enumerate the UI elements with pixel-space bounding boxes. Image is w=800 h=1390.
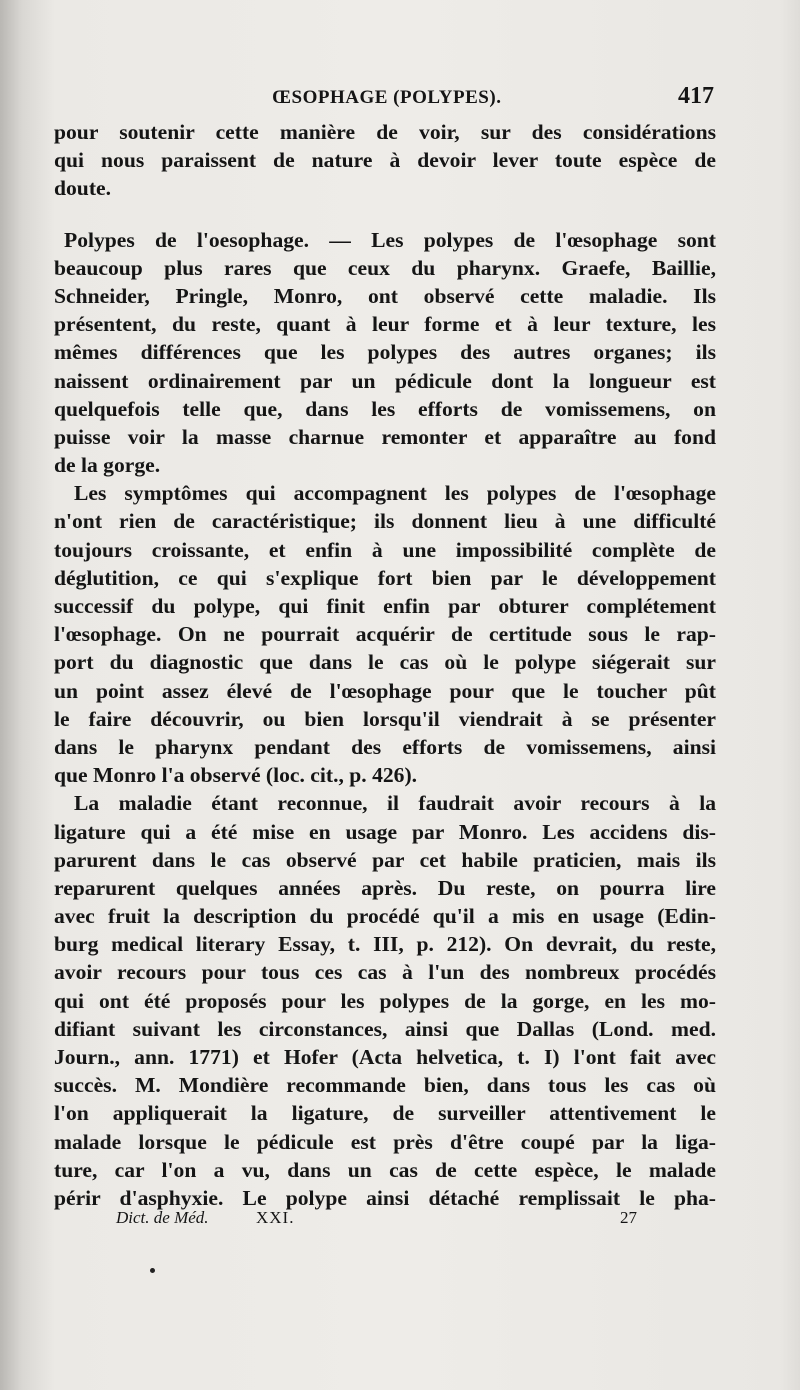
- text-line: beaucoup plus rares que ceux du pharynx. Graefe, Baillie,: [54, 255, 716, 280]
- text-line: qui ont été proposés pour les polypes de la gorge, en les mo-: [54, 988, 716, 1013]
- page-footer: [54, 1208, 716, 1234]
- text-line: mêmes différences que les polypes des autres organes; ils: [54, 340, 716, 365]
- section-heading-line: Polypes de l'oesophage. — Les polypes de l'œsophage sont: [64, 227, 716, 252]
- text-line: n'ont rien de caractéristique; ils donnent lieu à une difficulté: [54, 509, 716, 534]
- text-line: Schneider, Pringle, Monro, ont observé cette maladie. Ils: [54, 283, 716, 308]
- ink-speck: [150, 1268, 155, 1273]
- text-line: qui nous paraissent de nature à devoir lever toute espèce de: [54, 148, 716, 173]
- body-text: [54, 118, 716, 1212]
- text-line: périr d'asphyxie. Le polype ainsi détaché remplissait le pha-: [54, 1185, 716, 1210]
- volume-mark: XXI.: [256, 1208, 295, 1227]
- text-line: le faire découvrir, ou bien lorsqu'il viendrait à se présenter: [54, 706, 716, 731]
- text-line: reparurent quelques années après. Du reste, on pourra lire: [54, 875, 716, 900]
- text-line: succès. M. Mondière recommande bien, dans tous les cas où: [54, 1073, 716, 1098]
- text-line: de la gorge.: [54, 453, 161, 478]
- text-line: avec fruit la description du procédé qu'il a mis en usage (Edin-: [54, 904, 716, 929]
- text-line: ligature qui a été mise en usage par Monro. Les accidens dis-: [54, 819, 716, 844]
- sheet-number: 27: [620, 1208, 637, 1227]
- text-line: doute.: [54, 176, 111, 201]
- text-line: Les symptômes qui accompagnent les polypes de l'œsophage: [74, 481, 716, 506]
- text-line: puisse voir la masse charnue remonter et apparaître au fond: [54, 424, 716, 449]
- text-line: port du diagnostic que dans le cas où le polype siégerait sur: [54, 650, 716, 675]
- text-line: un point assez élevé de l'œsophage pour que le toucher pût: [54, 678, 716, 703]
- text-line: Journ., ann. 1771) et Hofer (Acta helvetica, t. I) l'ont fait avec: [54, 1045, 716, 1069]
- text-line: naissent ordinairement par un pédicule dont la longueur est: [54, 368, 716, 393]
- text-line: successif du polype, qui finit enfin par obturer complétement: [54, 594, 716, 618]
- page-number: 417: [678, 83, 714, 109]
- text-line: l'œsophage. On ne pourrait acquérir de certitude sous le rap-: [54, 622, 716, 647]
- text-line: l'on appliquerait la ligature, de surveiller attentivement le: [54, 1101, 716, 1126]
- text-line: avoir recours pour tous ces cas à l'un des nombreux procédés: [54, 960, 716, 985]
- text-line: difiant suivant les circonstances, ainsi que Dallas (Lond. med.: [54, 1016, 716, 1041]
- text-line: La maladie étant reconnue, il faudrait avoir recours à la: [74, 791, 716, 816]
- text-line: ture, car l'on a vu, dans un cas de cette espèce, le malade: [54, 1157, 716, 1182]
- text-line: pour soutenir cette manière de voir, sur des considérations: [54, 120, 716, 144]
- text-line: dans le pharynx pendant des efforts de vomissemens, ainsi: [54, 734, 716, 759]
- text-line: burg medical literary Essay, t. III, p. 212). On devrait, du reste,: [54, 932, 716, 957]
- text-line: quelquefois telle que, dans les efforts de vomissemens, on: [54, 396, 716, 421]
- text-line: déglutition, ce qui s'explique fort bien par le développement: [54, 565, 716, 590]
- signature-mark: Dict. de Méd.: [116, 1208, 209, 1227]
- text-line: présentent, du reste, quant à leur forme et à leur texture, les: [54, 312, 716, 337]
- text-line: que Monro l'a observé (loc. cit., p. 426).: [54, 763, 418, 788]
- running-title: ŒSOPHAGE (POLYPES).: [272, 87, 502, 108]
- text-line: malade lorsque le pédicule est près d'être coupé par la liga-: [54, 1129, 716, 1154]
- running-head: [54, 85, 714, 115]
- text-line: parurent dans le cas observé par cet habile praticien, mais ils: [54, 847, 716, 872]
- text-line: toujours croissante, et enfin à une impossibilité complète de: [54, 537, 716, 562]
